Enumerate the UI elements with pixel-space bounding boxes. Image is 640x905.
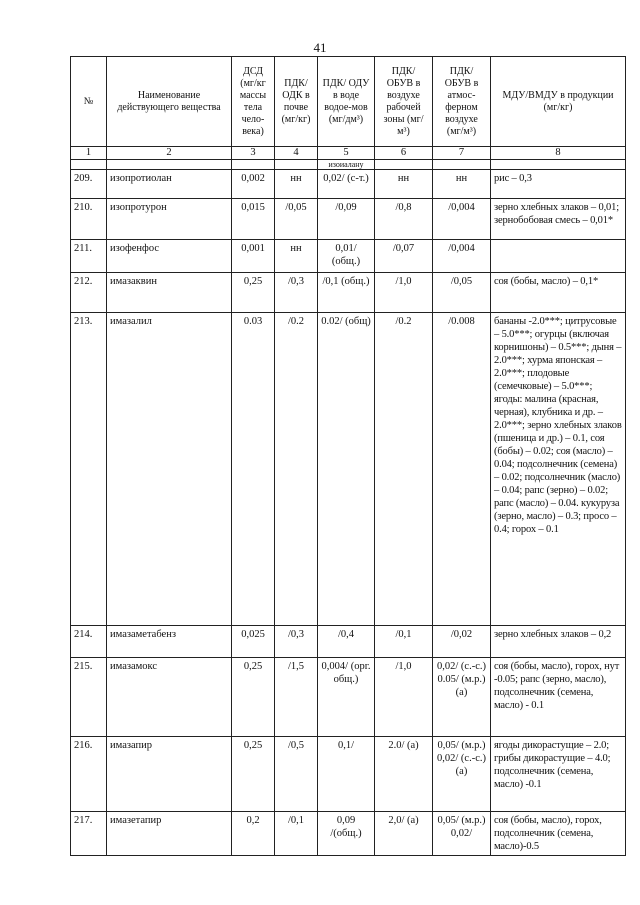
table-row [71, 199, 626, 240]
column-number-row [71, 147, 626, 160]
page-number: 41 [313, 40, 327, 55]
odk-value: /1,5 [275, 658, 318, 737]
odk-value: /0,5 [275, 737, 318, 812]
odk-value: /0,3 [275, 626, 318, 658]
mdu-value: ягоды дикорастущие – 2.0; грибы дикорастущие – 4.0; подсолнечник (семена, масло) -0.1 [491, 737, 626, 812]
header-num: № [71, 57, 107, 147]
dsd-value: 0,25 [232, 658, 275, 737]
dsd-value: 0,25 [232, 737, 275, 812]
obuv-atm-value: 0,05/ (м.р.) 0,02/ [433, 812, 491, 856]
substance-name: изопротиолан [107, 170, 232, 199]
odk-value: /0,1 [275, 812, 318, 856]
odu-value: /0,09 [318, 199, 375, 240]
obuv-atm-value: нн [433, 170, 491, 199]
table-row [71, 658, 626, 737]
header-obuv-atm: ПДК/ ОБУВ в атмос-ферном воздухе (мг/м³) [433, 57, 491, 147]
odk-value: /0,05 [275, 199, 318, 240]
obuv-work-value: /0,1 [375, 626, 433, 658]
column-number: 5 [318, 147, 375, 160]
header-name: Наименование действующего вещества [107, 57, 232, 147]
table-row [71, 273, 626, 313]
table-row [71, 240, 626, 273]
odu-value: 0,1/ [318, 737, 375, 812]
mdu-value: зерно хлебных злаков – 0,01; зернобобовая смесь – 0,01* [491, 199, 626, 240]
column-number: 6 [375, 147, 433, 160]
obuv-work-value: 2,0/ (а) [375, 812, 433, 856]
table-row [71, 626, 626, 658]
odu-value: /0,1 (общ.) [318, 273, 375, 313]
obuv-work-value: нн [375, 170, 433, 199]
mdu-value: соя (бобы, масло), горох, подсолнечник (семена, масло)-0.5 [491, 812, 626, 856]
header-obuv-work: ПДК/ ОБУВ в воздухе рабочей зоны (мг/м³) [375, 57, 433, 147]
odu-value: 0.02/ (общ) [318, 313, 375, 626]
obuv-atm-value: /0.008 [433, 313, 491, 626]
dsd-value: 0.03 [232, 313, 275, 626]
substance-name: имазетапир [107, 812, 232, 856]
odk-value: /0,3 [275, 273, 318, 313]
odk-value: нн [275, 240, 318, 273]
odu-value: /0,4 [318, 626, 375, 658]
continuation-odu: изоиалану [318, 160, 375, 170]
column-number: 7 [433, 147, 491, 160]
row-number: 217. [71, 812, 107, 856]
table-row [71, 170, 626, 199]
obuv-atm-value: /0,004 [433, 240, 491, 273]
obuv-work-value: 2.0/ (а) [375, 737, 433, 812]
dsd-value: 0,025 [232, 626, 275, 658]
substance-name: имазаквин [107, 273, 232, 313]
odu-value: 0,09 /(общ.) [318, 812, 375, 856]
row-number: 209. [71, 170, 107, 199]
obuv-work-value: /0.2 [375, 313, 433, 626]
obuv-atm-value: /0,02 [433, 626, 491, 658]
dsd-value: 0,001 [232, 240, 275, 273]
header-mdu: МДУ/ВМДУ в продукции (мг/кг) [491, 57, 626, 147]
obuv-atm-value: 0,02/ (с.-с.) 0.05/ (м.р.) (а) [433, 658, 491, 737]
dsd-value: 0,002 [232, 170, 275, 199]
continuation-row [71, 160, 626, 170]
odu-value: 0,02/ (с-т.) [318, 170, 375, 199]
header-odu: ПДК/ ОДУ в воде водое-мов (мг/дм³) [318, 57, 375, 147]
column-number: 1 [71, 147, 107, 160]
obuv-work-value: /0,07 [375, 240, 433, 273]
substance-name: имазалил [107, 313, 232, 626]
row-number: 212. [71, 273, 107, 313]
table-row [71, 812, 626, 856]
mdu-value: рис – 0,3 [491, 170, 626, 199]
odk-value: нн [275, 170, 318, 199]
dsd-value: 0,015 [232, 199, 275, 240]
column-number: 3 [232, 147, 275, 160]
row-number: 211. [71, 240, 107, 273]
obuv-work-value: /1,0 [375, 273, 433, 313]
odk-value: /0.2 [275, 313, 318, 626]
pesticide-regulation-table [70, 56, 626, 856]
row-number: 215. [71, 658, 107, 737]
substance-name: имазаметабенз [107, 626, 232, 658]
mdu-value: бананы -2.0***; цитрусовые – 5.0***; огурцы (включая корнишоны) – 0.5***; дыня – 2.0***; хурма японская – 2.0***; плодовые (семечковые) – 5.0***; ягоды: малина (красная, черная), клубника и др. – 2.0***; зерно хлебных злаков (пшеница и др.) – 0.1, соя (бобы) – 0.02; соя (масло) – 0.04; подсолнечник (семена) – 0.02; подсолнечник (масло) – 0.04; рапс (зерно) – 0.02; рапс (масло) – 0.04. кукуруза (зерно, масло) – 0.3; просо – 0.4; горох – 0.1 [491, 313, 626, 626]
mdu-value [491, 240, 626, 273]
substance-name: изофенфос [107, 240, 232, 273]
row-number: 216. [71, 737, 107, 812]
column-number: 2 [107, 147, 232, 160]
mdu-value: соя (бобы, масло), горох, нут -0.05; рапс (зерно, масло), подсолнечник (семена, масло) - 0.1 [491, 658, 626, 737]
substance-name: изопротурон [107, 199, 232, 240]
dsd-value: 0,25 [232, 273, 275, 313]
mdu-value: зерно хлебных злаков – 0,2 [491, 626, 626, 658]
obuv-atm-value: /0,05 [433, 273, 491, 313]
odu-value: 0,01/ (общ.) [318, 240, 375, 273]
mdu-value: соя (бобы, масло) – 0,1* [491, 273, 626, 313]
odu-value: 0,004/ (орг. общ.) [318, 658, 375, 737]
obuv-atm-value: 0,05/ (м.р.) 0,02/ (с.-с.) (а) [433, 737, 491, 812]
substance-name: имазамокс [107, 658, 232, 737]
column-number: 4 [275, 147, 318, 160]
dsd-value: 0,2 [232, 812, 275, 856]
substance-name: имазапир [107, 737, 232, 812]
header-dsd: ДСД (мг/кг массы тела чело-века) [232, 57, 275, 147]
header-odk: ПДК/ ОДК в почве (мг/кг) [275, 57, 318, 147]
obuv-work-value: /0,8 [375, 199, 433, 240]
row-number: 210. [71, 199, 107, 240]
row-number: 213. [71, 313, 107, 626]
table-row [71, 737, 626, 812]
column-number: 8 [491, 147, 626, 160]
obuv-work-value: /1,0 [375, 658, 433, 737]
obuv-atm-value: /0,004 [433, 199, 491, 240]
row-number: 214. [71, 626, 107, 658]
header-row [71, 57, 626, 147]
table-row [71, 313, 626, 626]
